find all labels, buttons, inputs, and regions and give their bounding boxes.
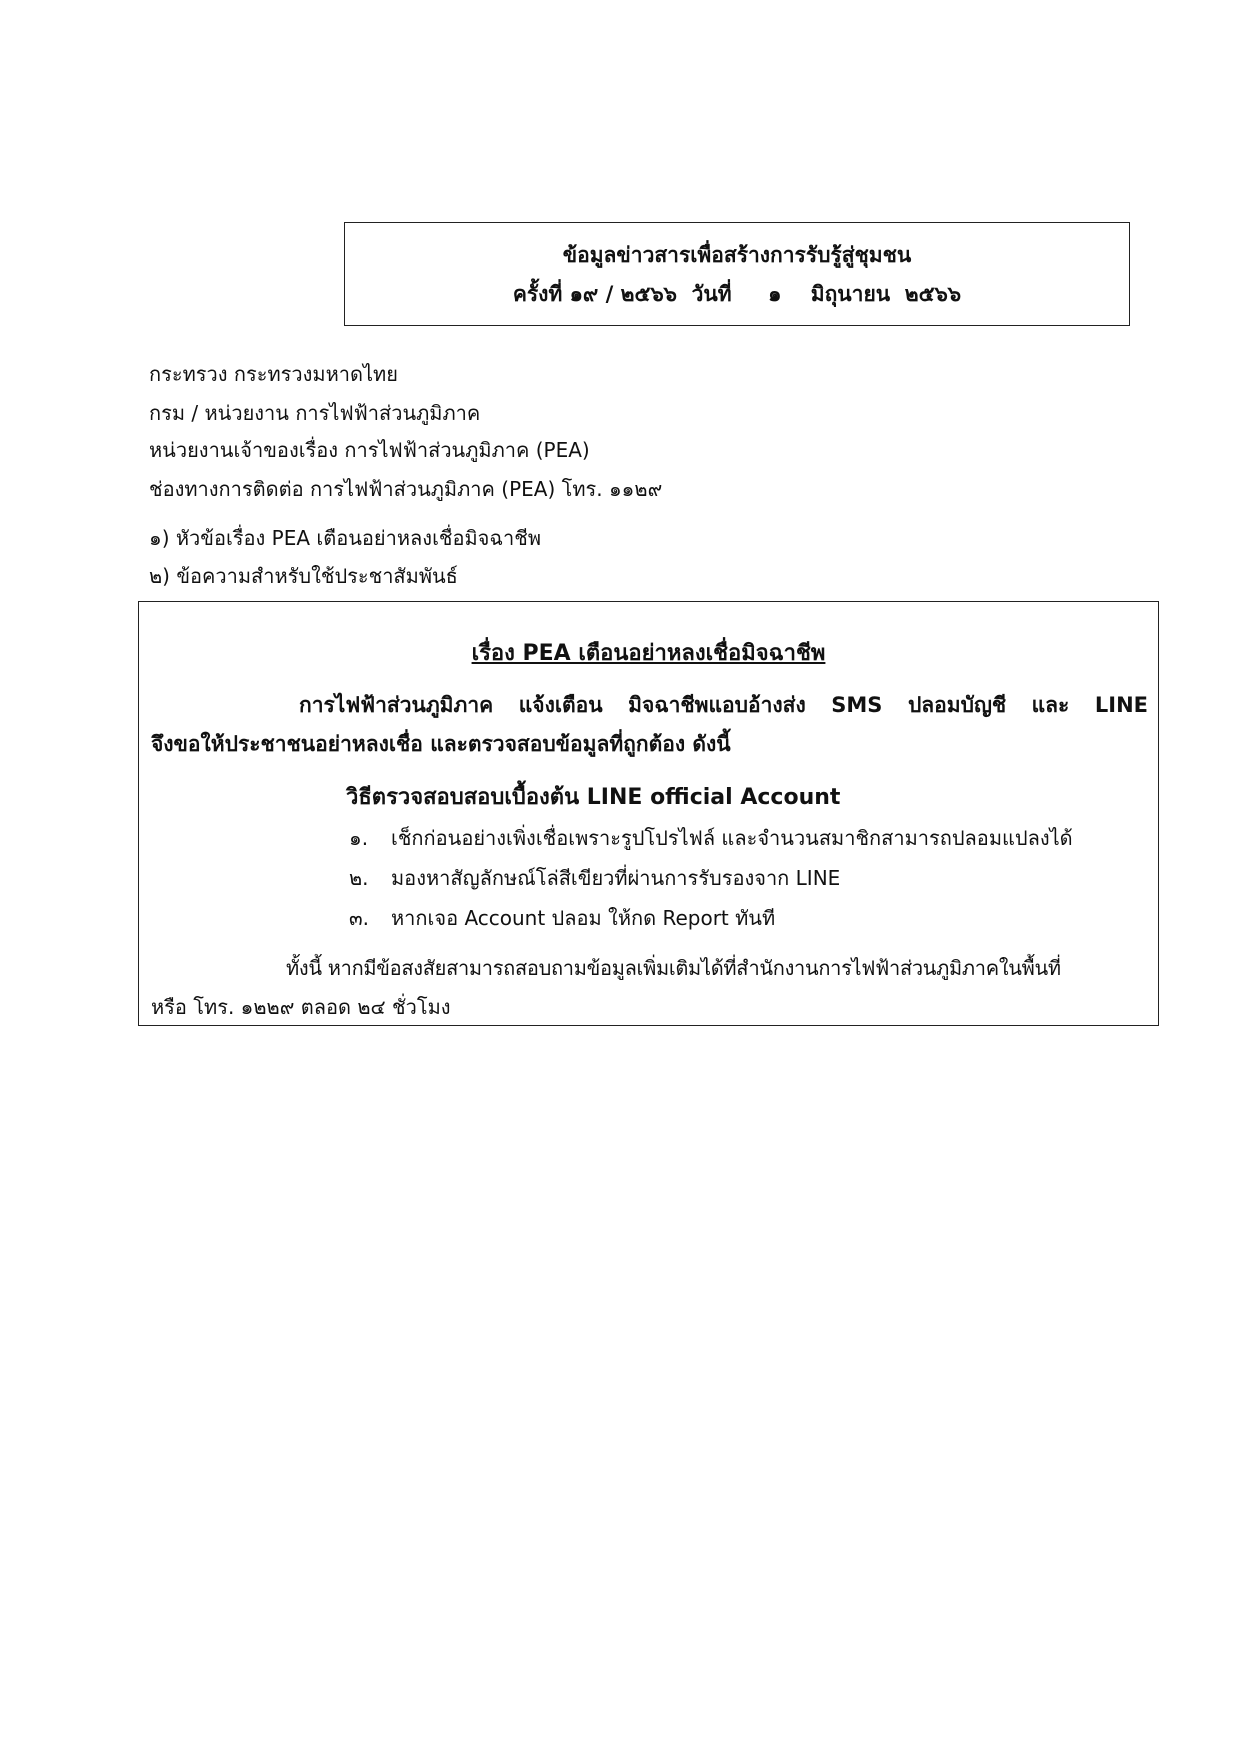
list-item (349, 822, 1073, 854)
step-number: ๑. (349, 826, 369, 850)
ministry-line: กระทรวง กระทรวงมหาดไทย (149, 362, 398, 386)
message-label-line: ๒) ข้อความสำหรับใช้ประชาสัมพันธ์ (149, 564, 458, 588)
check-method-heading: วิธีตรวจสอบสอบเบื้องต้น LINE official Account (346, 785, 841, 810)
announcement-lead-line-2: จึงขอให้ประชาชนอย่าหลงเชื่อ และตรวจสอบข้อมูลที่ถูกต้อง ดังนี้ (151, 732, 731, 756)
announcement-title: เรื่อง PEA เตือนอย่าหลงเชื่อมิจฉาชีพ (471, 641, 826, 666)
contact-line: ช่องทางการติดต่อ การไฟฟ้าส่วนภูมิภาค (PEA) โทร. ๑๑๒๙ (149, 477, 663, 501)
header-box (344, 222, 1130, 326)
document-title: ข้อมูลข่าวสารเพื่อสร้างการรับรู้สู่ชุมชน (562, 243, 912, 267)
announcement-box (138, 601, 1159, 1026)
list-item (349, 862, 840, 894)
list-item (349, 902, 775, 934)
issue-date-line: ครั้งที่ ๑๙ / ๒๕๖๖ วันที่ ๑ มิถุนายน ๒๕๖๖ (512, 282, 962, 306)
step-number: ๒. (349, 866, 369, 890)
step-number: ๓. (349, 906, 370, 930)
step-text: มองหาสัญลักษณ์โล่สีเขียวที่ผ่านการรับรองจาก LINE (391, 866, 841, 890)
step-text: เช็กก่อนอย่างเพิ่งเชื่อเพราะรูปโปรไฟล์ และจำนวนสมาชิกสามารถปลอมแปลงได้ (391, 826, 1073, 850)
closing-line-1: ทั้งนี้ หากมีข้อสงสัยสามารถสอบถามข้อมูลเพิ่มเติมได้ที่สำนักงานการไฟฟ้าส่วนภูมิภาคในพื้นที่ (286, 956, 1061, 980)
announcement-lead-line-1: การไฟฟ้าส่วนภูมิภาค แจ้งเตือน มิจฉาชีพแอบอ้างส่ง SMS ปลอมบัญชี และ LINE (299, 693, 1148, 717)
topic-line: ๑) หัวข้อเรื่อง PEA เตือนอย่าหลงเชื่อมิจฉาชีพ (149, 526, 542, 550)
closing-line-2: หรือ โทร. ๑๒๒๙ ตลอด ๒๔ ชั่วโมง (151, 995, 451, 1019)
owner-unit-line: หน่วยงานเจ้าของเรื่อง การไฟฟ้าส่วนภูมิภาค (PEA) (149, 438, 590, 462)
department-line: กรม / หน่วยงาน การไฟฟ้าส่วนภูมิภาค (149, 401, 481, 425)
step-text: หากเจอ Account ปลอม ให้กด Report ทันที (391, 906, 776, 930)
